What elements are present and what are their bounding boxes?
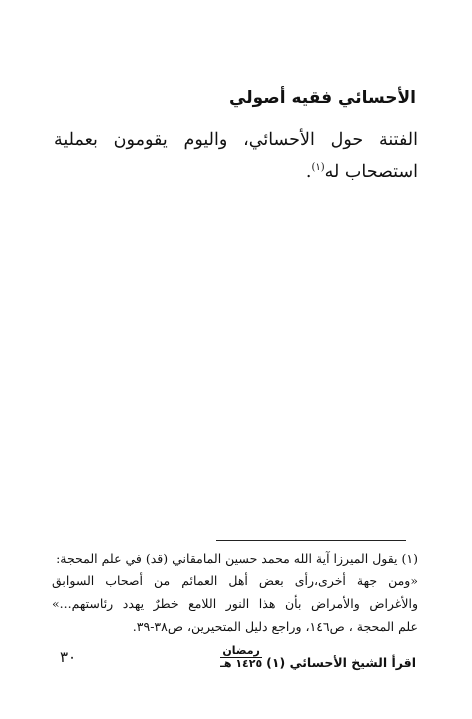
footnote-separator xyxy=(216,540,406,541)
section-heading: الأحسائي فقيه أصولي xyxy=(229,88,416,108)
footnote-line-3: والأغراض والأمراض بأن هذا النور اللامع خطرٌ يهدد رئاستهم...» xyxy=(52,596,418,611)
page-number: ٣٠ xyxy=(60,648,77,666)
body-line-2-text: استصحاب له xyxy=(324,162,418,182)
running-footer xyxy=(220,645,416,670)
footnote-line-1: (١) يقول الميرزا آية الله محمد حسين المامقاني (قد) في علم المحجة: xyxy=(56,551,418,566)
running-title: اقرأ الشيخ الأحسائي (١) xyxy=(266,655,416,671)
footer-date-year: ١٤٢٥ هـ xyxy=(220,657,263,671)
footnote-reference: (١) xyxy=(311,162,325,174)
body-line-1: الفتنة حول الأحسائي، واليوم يقومون بعملية xyxy=(54,130,418,150)
footnote-line-2: «ومن جهة أخرى،رأى بعض أهل العمائم من أصحاب السوابق xyxy=(52,573,418,588)
footer-date xyxy=(220,645,262,670)
footnote-line-4: علم المحجة ، ص١٤٦، وراجع دليل المتحيرين، ص٣٨-٣٩. xyxy=(132,619,418,634)
body-line-2 xyxy=(54,162,418,182)
footer-date-month: رمضان xyxy=(222,644,260,657)
body-line-2-end: . xyxy=(305,162,312,182)
